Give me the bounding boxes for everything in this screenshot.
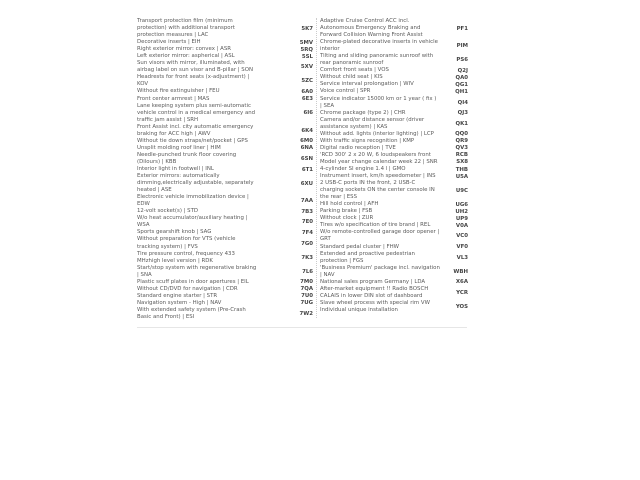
option-code: 7M0 — [300, 279, 313, 286]
option-description: Hill hold control | AFH — [320, 201, 379, 208]
option-description: Exterior mirrors: automatically dimming,electrically adjustable, separately heated | ASE — [137, 173, 254, 194]
option-code: 7L6 — [302, 268, 313, 275]
option-description: 'Business Premium' package incl. navigation | NAV — [320, 264, 440, 278]
option-description: Without CD/DVD for navigation | CDR — [137, 285, 238, 292]
option-row — [137, 229, 313, 236]
option-description: 'RCD 300' 2 x 20 W, 6 loudspeakers front — [320, 151, 431, 158]
option-row — [320, 286, 468, 300]
option-row — [137, 39, 313, 46]
option-code: 7U0 — [301, 293, 313, 300]
option-description: Parking brake | FSB — [320, 208, 373, 215]
option-description: Left exterior mirror: aspherical | ASL — [137, 53, 235, 60]
option-row — [320, 96, 468, 110]
option-code: 7F4 — [301, 229, 313, 236]
option-row — [320, 173, 468, 180]
option-row — [320, 53, 468, 67]
option-row — [320, 244, 468, 251]
option-row — [320, 180, 468, 201]
option-code: QK1 — [455, 120, 468, 127]
option-row — [320, 145, 468, 152]
option-description: Comfort front seats | VOS — [320, 67, 389, 74]
option-code: SX8 — [456, 159, 468, 166]
option-code: QR9 — [455, 138, 468, 145]
option-code: QG1 — [455, 81, 468, 88]
option-code: PS6 — [456, 57, 468, 64]
option-description: 2 USB-C ports IN the front, 2 USB-C charging sockets ON the center console IN the rear | ESS — [320, 180, 435, 201]
option-description: With extended safety system (Pre-Crash Basic and Front) | ESI — [137, 306, 246, 320]
option-description: Decorative inserts | EIH — [137, 39, 201, 46]
option-row — [137, 53, 313, 60]
option-row — [320, 279, 468, 286]
option-code: U9C — [455, 187, 468, 194]
option-description: Electronic vehicle immobilization device | EDW — [137, 194, 249, 208]
option-description: Navigation system - High | NAV — [137, 299, 222, 306]
option-code: Q2J — [457, 67, 468, 74]
option-row — [320, 18, 468, 39]
option-row — [137, 60, 313, 74]
option-description: Without fire extinguisher | FEU — [137, 88, 220, 95]
option-row — [320, 39, 468, 53]
option-code: 7QA — [300, 286, 313, 293]
option-description: Front Assist incl. city automatic emergency braking for ACC high | AWV — [137, 123, 254, 137]
option-row — [320, 74, 468, 81]
option-row — [137, 138, 313, 145]
option-description: With traffic signs recognition | KMP — [320, 137, 415, 144]
option-row — [320, 131, 468, 138]
option-description: Chrome-plated decorative inserts in vehicle interior — [320, 39, 438, 53]
option-description: Right exterior mirror: convex | ASR — [137, 46, 231, 53]
option-description: Sports gearshift knob | SAG — [137, 229, 212, 236]
option-code: 5RQ — [300, 46, 313, 53]
option-description: Extended and proactive pedestrian protection | FGS — [320, 250, 415, 264]
option-code: V0A — [455, 222, 468, 229]
option-description: W/o remote-controlled garage door opener | GRT — [320, 229, 440, 243]
option-description: Standard pedal cluster | FHW — [320, 243, 399, 250]
option-code: U5A — [455, 173, 468, 180]
option-code: QI4 — [457, 99, 468, 106]
option-description: Without add. lights (interior lighting) | LCP — [320, 130, 434, 137]
option-row — [137, 145, 313, 152]
option-row — [320, 222, 468, 229]
option-description: Service interval prolongation | WIV — [320, 81, 414, 88]
option-row — [137, 88, 313, 95]
option-row — [137, 286, 313, 293]
option-row — [320, 110, 468, 117]
option-code: 6K4 — [301, 127, 313, 134]
bottom-divider — [137, 327, 467, 328]
option-row — [137, 173, 313, 194]
option-row — [137, 152, 313, 166]
option-description: Front center armrest | MAS — [137, 95, 210, 102]
option-description: Without preparation for VTS (vehicle tracking system) | FVS — [137, 236, 236, 250]
option-description: Model year change calendar week 22 | SNR — [320, 158, 438, 165]
option-row — [137, 307, 313, 321]
option-code: 6SN — [300, 155, 313, 162]
option-description: Plastic scuff plates in door apertures | EIL — [137, 278, 249, 285]
option-code: PF1 — [456, 25, 468, 32]
option-code: YOS — [455, 303, 468, 310]
option-description: Without tie down straps/net/pocket | GPS — [137, 137, 248, 144]
option-code: YCR — [456, 289, 468, 296]
option-code: 7UG — [300, 300, 313, 307]
option-description: Transport protection film (minimum protection) with additional transport protection measures | LAC — [137, 18, 235, 39]
option-code: RCB — [455, 152, 468, 159]
option-code: THB — [455, 166, 468, 173]
option-code: UH2 — [455, 208, 468, 215]
option-code: VC0 — [456, 233, 468, 240]
option-code: 5ZC — [301, 78, 313, 85]
column-separator — [316, 18, 317, 318]
option-row — [320, 251, 468, 265]
option-row — [320, 159, 468, 166]
option-row — [137, 96, 313, 103]
option-row — [320, 152, 468, 159]
option-description: Tires w/o specification of tire brand | REL — [320, 222, 431, 229]
option-code: 6M0 — [300, 138, 313, 145]
option-description: After-market equipment !! Radio BOSCH CALAIS in lower DIN slot of dashboard — [320, 285, 429, 299]
option-row — [320, 208, 468, 215]
option-code: 6A0 — [301, 88, 313, 95]
option-row — [320, 88, 468, 95]
option-description: Tire pressure control, frequency 433 MHzhigh level version | RDK — [137, 250, 235, 264]
option-description: W/o heat accumulator/auxiliary heating | WSA — [137, 215, 248, 229]
option-code: VF0 — [456, 244, 468, 251]
option-row — [320, 265, 468, 279]
option-row — [320, 117, 468, 131]
right-options-column — [320, 18, 468, 314]
option-row — [320, 201, 468, 208]
option-code: UP9 — [455, 215, 468, 222]
option-description: Without child seat | KIS — [320, 74, 383, 81]
option-description: Sun visors with mirror, illuminated, with airbag label on sun visor and B-pillar | SON — [137, 60, 254, 74]
option-code: 6I6 — [303, 110, 313, 117]
option-row — [137, 194, 313, 208]
option-row — [320, 67, 468, 74]
option-row — [137, 74, 313, 88]
option-row — [137, 124, 313, 138]
option-code: 5K7 — [301, 25, 313, 32]
option-description: 4-cylinder SI engine 1.4 l | GMO — [320, 165, 406, 172]
option-code: 7B3 — [301, 208, 313, 215]
option-description: Instrument insert, km/h speedometer | INS — [320, 173, 436, 180]
option-code: X6A — [455, 279, 468, 286]
option-row — [137, 300, 313, 307]
option-description: Slave wheel process with special rim VW Individual unique installation — [320, 299, 430, 313]
option-code: 6E3 — [301, 96, 313, 103]
option-description: Standard engine starter | STR — [137, 292, 218, 299]
option-code: 7K3 — [301, 254, 313, 261]
option-code: QA0 — [455, 74, 468, 81]
option-row — [320, 300, 468, 314]
option-code: 7E0 — [301, 219, 313, 226]
option-code: QQ0 — [455, 131, 468, 138]
option-description: 12-volt socket(s) | STD — [137, 208, 199, 215]
option-code: 7AA — [300, 198, 313, 205]
option-description: Start/stop system with regenerative braking | SNA — [137, 264, 257, 278]
option-row — [137, 293, 313, 300]
option-description: Tilting and sliding panoramic sunroof with rear panoramic sunroof — [320, 53, 434, 67]
option-row — [320, 166, 468, 173]
option-code: 6NA — [300, 145, 313, 152]
option-description: Interior light in footwell | INL — [137, 165, 214, 172]
option-row — [137, 103, 313, 124]
option-row — [137, 251, 313, 265]
option-code: 6XU — [300, 180, 313, 187]
option-code: PIM — [456, 43, 468, 50]
option-description: Voice control | SPR — [320, 88, 371, 95]
option-description: Headrests for front seats (x-adjustment) | KOV — [137, 74, 250, 88]
option-description: Digital radio reception | TVE — [320, 144, 396, 151]
option-row — [137, 18, 313, 39]
option-row — [320, 138, 468, 145]
option-code: 5SL — [301, 53, 313, 60]
option-description: Service indicator 15000 km or 1 year ( fix ) | SEA — [320, 95, 437, 109]
option-code: 6T1 — [301, 166, 313, 173]
option-row — [137, 208, 313, 215]
option-description: Lane keeping system plus semi-automatic vehicle control in a medical emergency and traffic jam assist | SRH — [137, 102, 256, 123]
option-row — [137, 215, 313, 229]
option-code: 5XV — [300, 64, 313, 71]
option-row — [137, 166, 313, 173]
option-description: National sales program Germany | LDA — [320, 278, 426, 285]
option-row — [320, 81, 468, 88]
option-row — [137, 236, 313, 250]
option-row — [320, 215, 468, 222]
option-description: Unsplit molding roof liner | HIM — [137, 144, 221, 151]
option-row — [137, 265, 313, 279]
option-code: WBH — [453, 268, 468, 275]
option-code: 7G0 — [301, 240, 313, 247]
option-code: VL3 — [456, 254, 468, 261]
option-row — [137, 46, 313, 53]
left-options-column — [137, 18, 313, 321]
option-code: 7W2 — [299, 310, 313, 317]
option-code: QJ3 — [457, 110, 468, 117]
option-description: Camera and/or distance sensor (driver assistance system) | KAS — [320, 116, 425, 130]
option-code: 5MV — [299, 39, 313, 46]
option-row — [320, 229, 468, 243]
option-row — [137, 279, 313, 286]
option-description: Chrome package (type 2) | CHR — [320, 109, 406, 116]
option-code: QH1 — [455, 88, 468, 95]
option-description: Without clock | ZUR — [320, 215, 374, 222]
option-code: QV3 — [455, 145, 468, 152]
option-code: UG6 — [455, 201, 468, 208]
option-description: Needle-punched trunk floor covering (Dilours) | KBB — [137, 151, 237, 165]
option-description: Adaptive Cruise Control ACC incl. Autonomous Emergency Braking and Forward Collision Warning Front Assist — [320, 18, 423, 39]
